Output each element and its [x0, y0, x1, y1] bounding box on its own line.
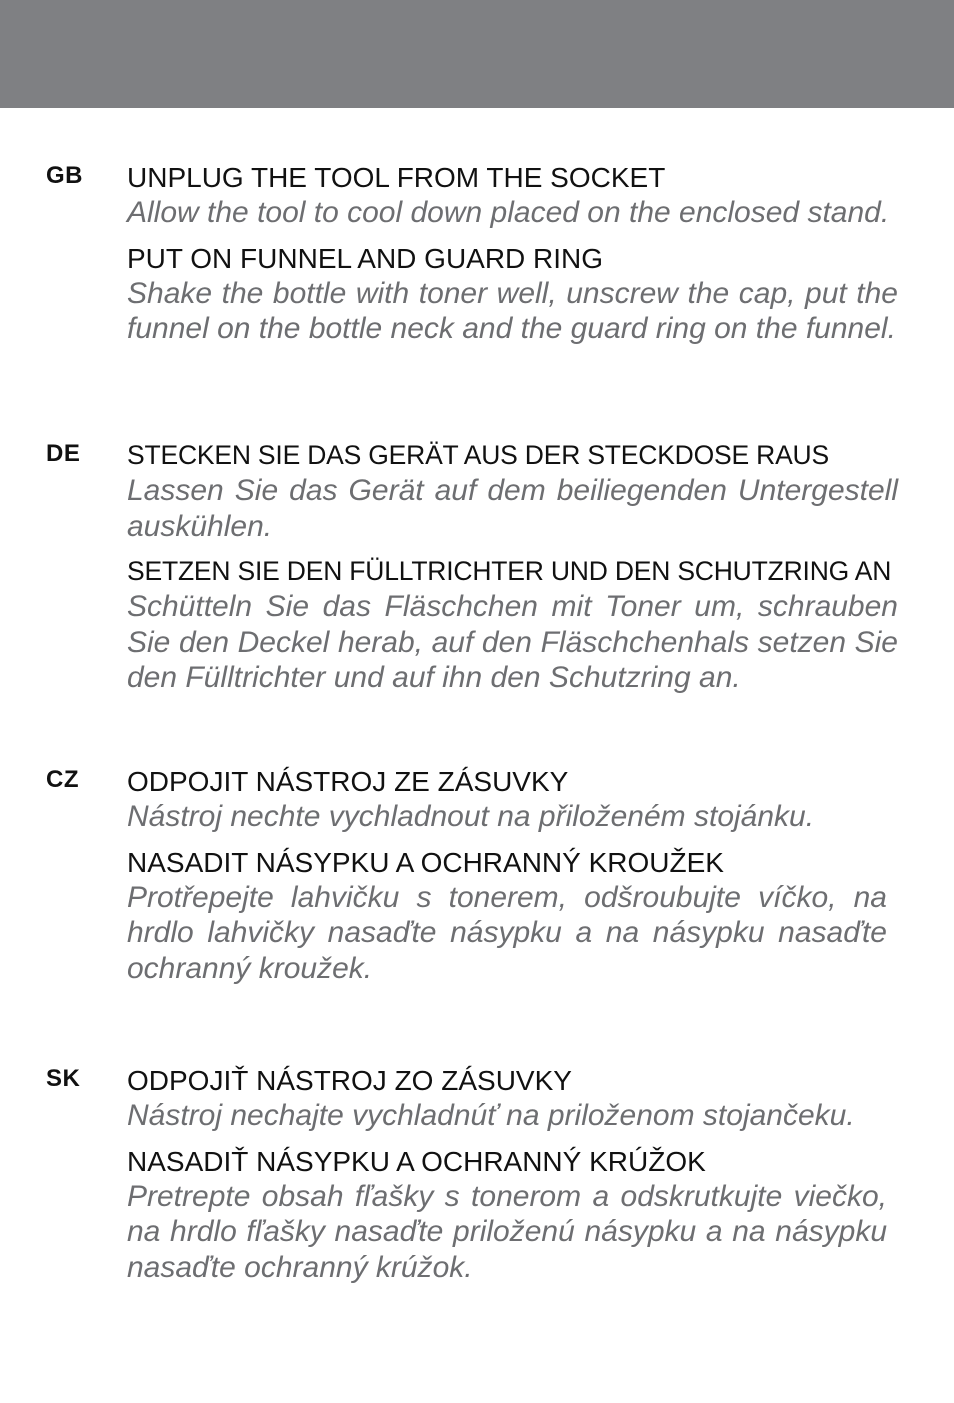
section-body [127, 764, 887, 986]
step-heading: ODPOJIT NÁSTROJ ZE ZÁSUVKY [127, 766, 569, 797]
step-text: Allow the tool to cool down placed on the enclosed stand. [127, 196, 890, 229]
section-body [127, 1063, 887, 1285]
step-text: Nástroj nechajte vychladnúť na priloženom stojančeku. [127, 1099, 855, 1132]
language-code: CZ [46, 766, 79, 793]
step-heading: SETZEN SIE DEN FÜLLTRICHTER UND DEN SCHUTZRING AN [127, 556, 892, 586]
section-body [127, 438, 898, 696]
step-text: Pretrepte obsah fľašky s tonerom a odskrutkujte viečko, na hrdlo fľašky nasaďte priloženú násypku a na násypku nasaďte ochranný krúžok. [127, 1179, 887, 1284]
step-heading: STECKEN SIE DAS GERÄT AUS DER STECKDOSE RAUS [127, 440, 829, 470]
step-text: Lassen Sie das Gerät auf dem beiliegenden Untergestell auskühlen. [127, 474, 898, 543]
step-text: Nástroj nechte vychladnout na přiloženém stojánku. [127, 800, 815, 833]
header-band [0, 0, 954, 108]
section-body [127, 160, 898, 347]
step-text: Protřepejte lahvičku s tonerem, odšroubujte víčko, na hrdlo lahvičky nasaďte násypku a na násypku nasaďte ochranný kroužek. [127, 880, 887, 985]
language-code: SK [46, 1065, 81, 1092]
step-text: Shake the bottle with toner well, unscrew the cap, put the funnel on the bottle neck and the guard ring on the funnel. [127, 276, 898, 345]
step-heading: PUT ON FUNNEL AND GUARD RING [127, 242, 604, 274]
step-text: Schütteln Sie das Fläschchen mit Toner um, schrauben Sie den Deckel herab, auf den Fläschchenhals setzen Sie den Fülltrichter und auf ihn den Schutzring an. [127, 590, 898, 694]
language-code: GB [46, 162, 83, 189]
language-code: DE [46, 440, 81, 467]
step-heading: NASADIŤ NÁSYPKU A OCHRANNÝ KRÚŽOK [127, 1145, 706, 1177]
step-heading: UNPLUG THE TOOL FROM THE SOCKET [127, 162, 666, 193]
step-heading: NASADIT NÁSYPKU A OCHRANNÝ KROUŽEK [127, 846, 724, 878]
step-heading: ODPOJIŤ NÁSTROJ ZO ZÁSUVKY [127, 1065, 572, 1096]
